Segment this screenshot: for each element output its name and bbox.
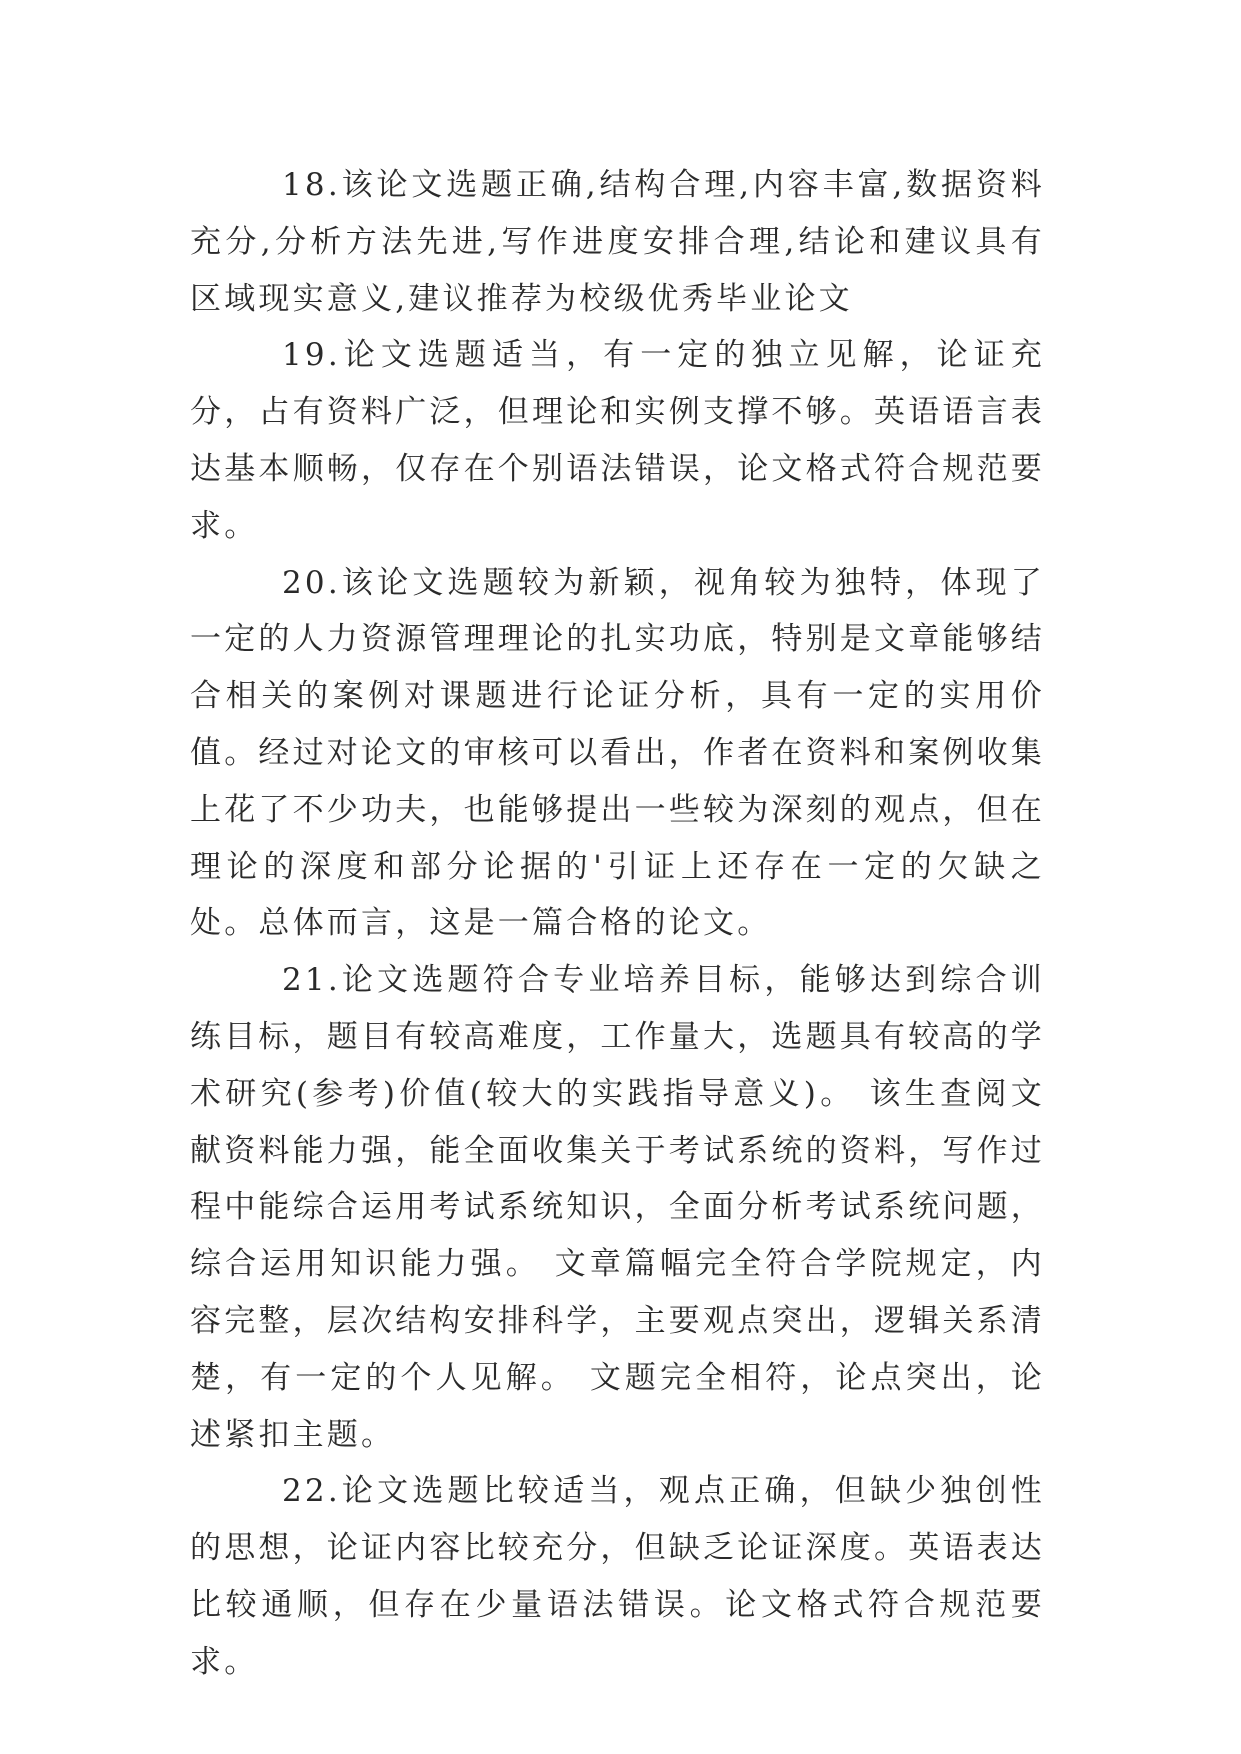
- paragraph-20: 20.该论文选题较为新颖，视角较为独特，体现了一定的人力资源管理理论的扎实功底，特别是文章能够结合相关的案例对课题进行论证分析，具有一定的实用价值。经过对论文的审核可以看出，作者在资料和案例收集上花了不少功夫，也能够提出一些较为深刻的观点，但在理论的深度和部分论据的'引证上还存在一定的欠缺之处。总体而言，这是一篇合格的论文。: [190, 564, 1045, 942]
- document-body: [190, 157, 1045, 1691]
- paragraph-21: 21.论文选题符合专业培养目标，能够达到综合训练目标，题目有较高难度，工作量大，选题具有较高的学术研究(参考)价值(较大的实践指导意义)。 该生查阅文献资料能力强，能全面收集关于考试系统的资料，写作过程中能综合运用考试系统知识，全面分析考试系统问题，综合运用知识能力强。 文章篇幅完全符合学院规定，内容完整，层次结构安排科学，主要观点突出，逻辑关系清楚，有一定的个人见解。 文题完全相符，论点突出，论述紧扣主题。: [190, 962, 1045, 1453]
- paragraph-18: 18.该论文选题正确,结构合理,内容丰富,数据资料充分,分析方法先进,写作进度安排合理,结论和建议具有区域现实意义,建议推荐为校级优秀毕业论文: [190, 167, 1045, 317]
- paragraph-19: 19.论文选题适当，有一定的独立见解，论证充分，占有资料广泛，但理论和实例支撑不够。英语语言表达基本顺畅，仅存在个别语法错误，论文格式符合规范要求。: [190, 337, 1045, 544]
- paragraph-22: 22.论文选题比较适当，观点正确，但缺少独创性的思想，论证内容比较充分，但缺乏论证深度。英语表达比较通顺，但存在少量语法错误。论文格式符合规范要求。: [190, 1473, 1045, 1680]
